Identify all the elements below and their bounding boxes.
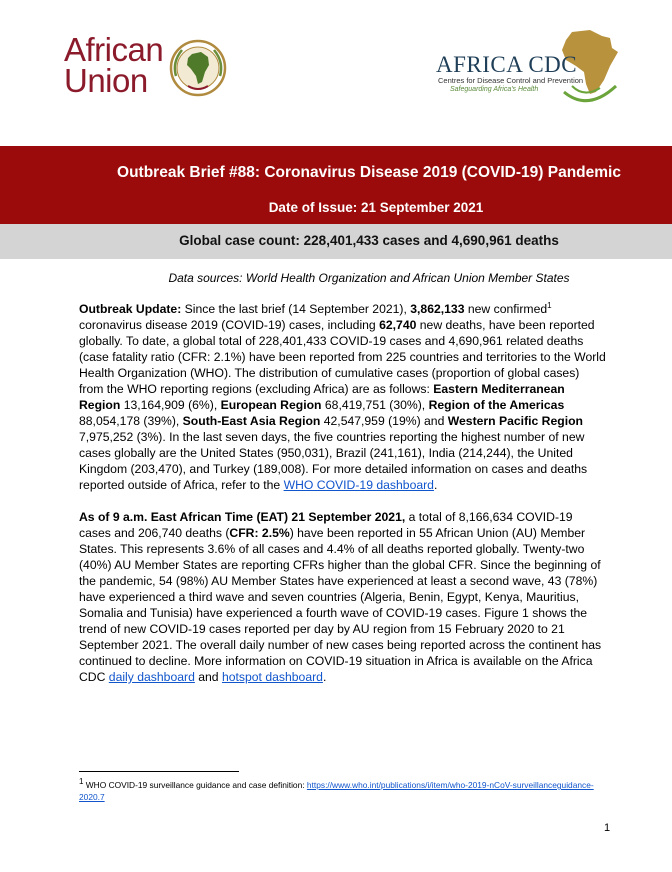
p1-text: 68,419,751 (30%), xyxy=(321,398,429,412)
footnote-link[interactable]: https://www.who.int/publications/i/item/who-2019-nCoV-surveillanceguidance-2020.7 xyxy=(79,780,594,802)
new-cases-count: 3,862,133 xyxy=(410,302,465,316)
p1-text: new deaths, have been reported globally. To date, a global total of 228,401,433 COVID-19 cases and 4,690,961 related deaths (case fatality ratio (CFR: 2.1%) have been reported from 225 countries and territories to the World Health Organization (WHO). The distribution of cumulative cases (proportion of global cases) from the WHO reporting regions (excluding Africa) are as follows: xyxy=(79,318,606,396)
as-of-label: As of 9 a.m. East African Time (EAT) 21 September 2021, xyxy=(79,510,406,524)
au-wordmark xyxy=(64,31,164,99)
region-wpr: Western Pacific Region xyxy=(447,414,583,428)
p2-text: a total of 8,166,634 COVID-19 cases and 206,740 deaths ( xyxy=(79,510,573,540)
page-number: 1 xyxy=(604,822,611,834)
p2-text: . xyxy=(322,670,327,684)
p1-text: 7,975,252 (3%). In the last seven days, the five countries reporting the highest number of new cases globally are the United States (950,031), Brazil (241,161), India (214,244), the United Kingdom (203,470), and Turkey (189,008). For more detailed information on cases and deaths reported outside of Africa, refer to the xyxy=(79,430,588,492)
cdc-title: AFRICA CDC xyxy=(436,52,578,77)
region-sea: South-East Asia Region xyxy=(182,414,321,428)
p2-text: ) have been reported in 55 African Union (AU) Member States. This represents 3.6% of all cases and 4.4% of all deaths reported globally. Twenty-two (40%) AU Member States are reporting CFRs higher than the global CFR. Since the beginning of the pandemic, 54 (98%) AU Member States have experienced at least a second wave, 43 (78%) have experienced a third wave and seven countries (Algeria, Benin, Egypt, Kenya, Mauritius, Somalia and Tunisia) have experienced a fourth wave of COVID-19 cases. Figure 1 shows the trend of new COVID-19 cases reported per day by AU region from 15 February 2020 to 21 September 2021. The overall daily number of new cases being reported across the continent has continued to decline. More information on COVID-19 situation in Africa is available on the Africa CDC xyxy=(79,526,602,684)
footnote xyxy=(79,779,599,803)
p1-text: 88,054,178 (39%), xyxy=(79,414,183,428)
cdc-subtitle: Centres for Disease Control and Prevention xyxy=(438,76,584,85)
outbreak-update-label: Outbreak Update: xyxy=(79,302,182,316)
cdc-tagline: Safeguarding Africa's Health xyxy=(450,86,539,93)
new-deaths-count: 62,740 xyxy=(379,318,417,332)
global-count-text: Global case count: 228,401,433 cases and 4,690,961 deaths xyxy=(179,233,559,248)
p1-text: new confirmed xyxy=(464,302,548,316)
daily-dashboard-link[interactable]: daily dashboard xyxy=(108,670,195,684)
issue-date: Date of Issue: 21 September 2021 xyxy=(268,200,484,215)
footnote-text: WHO COVID-19 surveillance guidance and case definition: xyxy=(83,780,307,790)
region-europe: European Region xyxy=(220,398,322,412)
p1-text: Since the last brief (14 September 2021), xyxy=(181,302,411,316)
outbreak-update-paragraph xyxy=(79,301,607,493)
au-emblem-icon xyxy=(168,38,228,98)
footnote-ref: 1 xyxy=(547,300,552,310)
footnote-divider xyxy=(79,771,239,772)
who-dashboard-link[interactable]: WHO COVID-19 dashboard xyxy=(283,478,434,492)
region-emr: Eastern Mediterranean Region xyxy=(79,382,565,412)
global-count-bar xyxy=(0,224,672,259)
p1-text: . xyxy=(433,478,438,492)
hotspot-dashboard-link[interactable]: hotspot dashboard xyxy=(221,670,323,684)
title-banner xyxy=(0,146,672,224)
p1-text: coronavirus disease 2019 (COVID-19) cases, including xyxy=(79,318,380,332)
region-americas: Region of the Americas xyxy=(428,398,565,412)
africa-status-paragraph xyxy=(79,509,607,685)
data-sources: Data sources: World Health Organization and African Union Member States xyxy=(168,271,570,285)
p2-text: and xyxy=(194,670,222,684)
au-line1: African xyxy=(64,31,164,68)
au-line2: Union xyxy=(64,62,148,99)
african-union-logo xyxy=(64,31,244,104)
brief-title: Outbreak Brief #88: Coronavirus Disease 2019 (COVID-19) Pandemic xyxy=(117,164,621,181)
p1-text: 13,164,909 (6%), xyxy=(120,398,221,412)
africa-cfr: CFR: 2.5% xyxy=(229,526,290,540)
africa-cdc-logo xyxy=(436,26,626,116)
p1-text: 42,547,959 (19%) and xyxy=(320,414,448,428)
footnote-mark: 1 xyxy=(79,777,84,787)
